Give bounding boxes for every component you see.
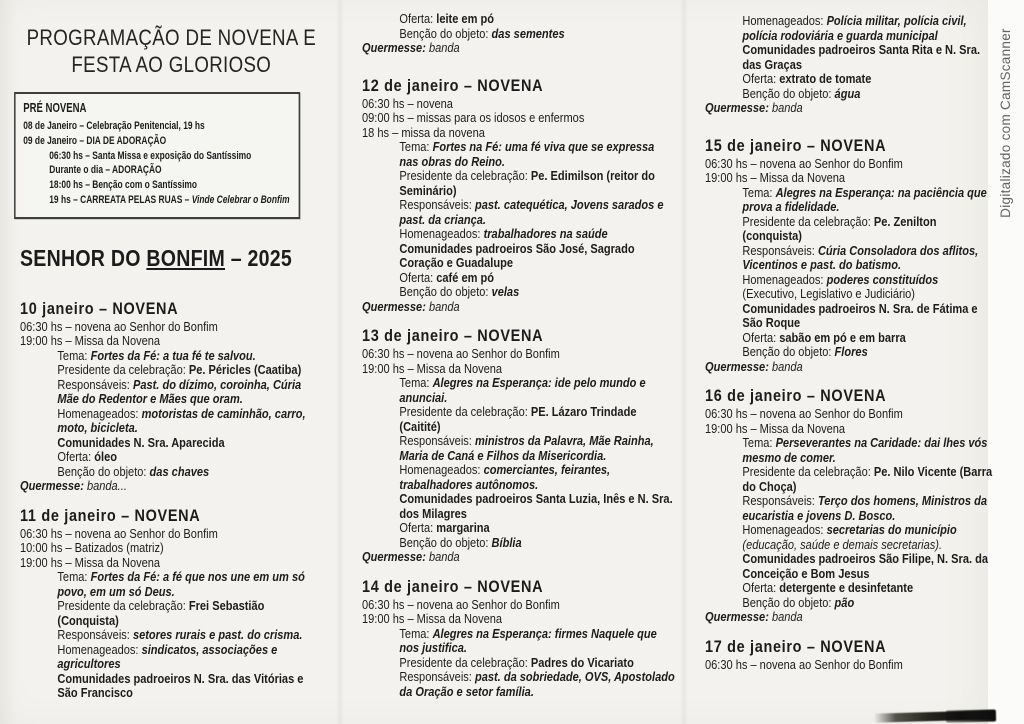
tema-line [362, 627, 675, 656]
tema-line [705, 436, 992, 465]
column-2 [362, 12, 675, 711]
text-segment: comerciantes, feirantes, trabalhadores autônomos. [399, 462, 611, 492]
event-14-janeiro [362, 577, 675, 700]
text-segment: Homenageados: [742, 271, 827, 287]
text-segment: Pe. Péricles (Caatiba) [188, 362, 302, 378]
homenageados-line [705, 523, 992, 552]
text-segment: Oferta: [57, 449, 95, 465]
text-segment: setores rurais e past. do crisma. [132, 627, 303, 643]
bencao-line [705, 87, 992, 102]
text-segment: água [834, 85, 861, 101]
text-segment: 06:30 hs – novena ao Senhor do Bonfim [705, 406, 903, 421]
event-17-janeiro [705, 637, 992, 673]
text-segment: pão [834, 594, 855, 610]
text-segment: Cúria Consoladora dos aflitos, Vicentinos e past. do batismo. [742, 242, 979, 272]
text-segment: Responsáveis: [399, 433, 475, 448]
time-line [20, 320, 323, 335]
event-16-janeiro [705, 386, 992, 625]
comunidades-line [705, 302, 992, 331]
text-segment: Past. do dízimo, coroinha, Cúria Mãe do Redentor e Mães que oram. [57, 376, 302, 407]
text-segment: 09:00 hs – missas para os idosos e enfermos [362, 110, 585, 125]
oferta-line [20, 450, 323, 465]
text-segment: – 2025 [225, 244, 293, 271]
text-segment: velas [491, 284, 520, 299]
time-line [705, 658, 992, 673]
text-segment: Presidente da celebração: [742, 464, 874, 479]
text-segment: Quermesse: [362, 298, 429, 314]
comunidades-line [362, 242, 675, 271]
tema-line [362, 140, 675, 169]
text-segment: leite em pó [436, 11, 494, 26]
homenageados-line [20, 643, 323, 672]
text-segment: Homenageados: [399, 226, 484, 241]
text-segment: Responsáveis: [399, 669, 475, 684]
text-segment: 06:30 hs – novena ao Senhor do Bonfim [705, 656, 903, 672]
event-title: 11 de janeiro – NOVENA [20, 505, 201, 525]
quermesse-line [705, 610, 992, 625]
text-segment: Quermesse: [362, 549, 429, 564]
text-segment: secretarias do município [826, 522, 957, 537]
text-segment: Polícia militar, polícia civil, polícia rodoviária e guarda municipal [742, 13, 967, 43]
text-segment: 06:30 hs – novena [362, 95, 453, 111]
text-segment: motoristas de caminhão, carro, moto, bicicleta. [57, 405, 306, 436]
text-segment: Flores [834, 344, 868, 359]
text-segment: 06:30 hs – novena ao Senhor do Bonfim [362, 596, 560, 612]
bencao-line [20, 465, 323, 480]
text-segment: Presidente da celebração: [399, 168, 531, 183]
text-segment: SENHOR DO [20, 244, 147, 271]
text-segment: Responsáveis: [57, 376, 133, 392]
text-segment: Presidente da celebração: [399, 404, 531, 419]
quermesse-line [362, 300, 675, 315]
text-segment: 19:00 hs – Missa da Novena [705, 170, 846, 185]
quermesse-line [705, 360, 992, 375]
text-segment: Homenageados: [57, 641, 142, 657]
responsaveis-line [362, 670, 675, 699]
box-line [23, 134, 291, 149]
time-line [705, 171, 992, 186]
comunidades-line [362, 492, 675, 521]
time-line [362, 126, 675, 141]
time-line [705, 407, 992, 422]
responsaveis-line [362, 434, 675, 463]
event-12-janeiro [362, 76, 675, 315]
text-segment: Oferta: [742, 71, 780, 86]
text-segment: Vinde Celebrar o Bonfim [191, 193, 290, 206]
comunidades-line [20, 672, 323, 701]
presidente-line [362, 169, 675, 198]
box-line [23, 193, 291, 208]
text-segment: Responsáveis: [742, 242, 818, 258]
text-segment: Comunidades padroeiros N. Sra. das Vitórias e São Francisco [57, 670, 304, 701]
scan-edge-smudge-dark [946, 709, 996, 722]
presidente-line [362, 405, 675, 434]
text-segment: Benção do objeto: [742, 85, 835, 101]
event-title: 15 de janeiro – NOVENA [705, 135, 887, 155]
text-segment: poderes constituídos [826, 271, 939, 287]
time-line [20, 334, 323, 349]
text-segment: Responsáveis: [742, 493, 818, 508]
comunidades-line [705, 552, 992, 581]
responsaveis-line [705, 244, 992, 273]
text-segment: Comunidades padroeiros Santa Rita e N. Sra. das Graças [742, 42, 981, 72]
text-segment: das chaves [149, 463, 210, 479]
column-1 [20, 14, 323, 713]
time-line [20, 556, 323, 571]
event-title: 16 de janeiro – NOVENA [705, 386, 887, 405]
text-segment: Pe. Zenilton (conquista) [742, 213, 937, 243]
responsaveis-line [705, 494, 992, 523]
text-segment: 09 de Janeiro – DIA DE ADORAÇÃO [23, 134, 167, 147]
text-segment: Quermesse: [20, 478, 87, 494]
text-segment: Oferta: [399, 11, 437, 26]
text-segment: Fortes da Fé: a tua fé te salvou. [90, 347, 256, 363]
event-14-continuation [705, 14, 992, 116]
bencao-line [362, 285, 675, 300]
camscanner-watermark: Digitalizado com CamScanner [998, 28, 1013, 218]
presidente-line [705, 215, 992, 244]
time-line [362, 362, 675, 377]
text-segment: Tema: [399, 139, 433, 154]
text-segment: past. da sobriedade, OVS, Apostolado da Oração e setor família. [399, 669, 675, 699]
tema-line [705, 186, 992, 215]
text-segment: Presidente da celebração: [57, 362, 189, 378]
event-title: 14 de janeiro – NOVENA [362, 576, 544, 596]
text-segment: Comunidades N. Sra. Aparecida [57, 434, 225, 450]
box-line [23, 149, 291, 164]
text-segment: Quermesse: [705, 609, 772, 624]
text-segment: Oferta: [742, 580, 780, 595]
homenageados-line [362, 463, 675, 492]
text-segment: Benção do objeto: [399, 25, 492, 41]
comunidades-line [705, 43, 992, 72]
responsaveis-line [362, 198, 675, 227]
text-segment: Benção do objeto: [399, 534, 492, 550]
page-title-line: PROGRAMAÇÃO DE NOVENA E [26, 25, 317, 50]
time-line [20, 527, 323, 542]
text-segment: Pe. Edimilson (reitor do Seminário) [399, 168, 655, 198]
text-segment: detergente e desinfetante [779, 580, 914, 595]
text-segment: Alegres na Esperança: ide pelo mundo e anunciai. [399, 375, 646, 405]
quermesse-line [705, 101, 992, 116]
fold-line-left [336, 0, 344, 724]
text-segment: 19:00 hs – Missa da Novena [705, 420, 846, 436]
text-segment: Responsáveis: [399, 197, 475, 212]
time-line [362, 97, 675, 112]
text-segment: (Executivo, Legislativo e Judiciário) [742, 286, 915, 301]
text-segment: Comunidades padroeiros São José, Sagrado Coração e Guadalupe [399, 240, 635, 270]
text-segment: 19:00 hs – Missa da Novena [20, 333, 161, 349]
text-segment: Bíblia [491, 534, 522, 550]
text-segment: PE. Lázaro Trindade (Caitité) [399, 404, 637, 434]
text-segment: BONFIM [146, 244, 226, 271]
text-segment: extrato de tomate [779, 71, 872, 86]
text-segment: Quermesse: [705, 100, 772, 115]
text-segment: banda [428, 298, 460, 314]
text-segment: 06:30 hs – novena ao Senhor do Bonfim [20, 318, 218, 334]
text-segment: Tema: [57, 569, 91, 585]
text-segment: 06:30 hs – Santa Missa e exposição do Santíssimo [49, 149, 252, 162]
pre-novena-box [14, 92, 300, 219]
text-segment: café em pó [436, 269, 494, 285]
tema-line [362, 376, 675, 405]
time-line [362, 111, 675, 126]
text-segment: Benção do objeto: [742, 344, 835, 359]
text-segment: banda [771, 609, 803, 624]
text-segment: 08 de Janeiro – Celebração Penitencial, 19 hs [23, 120, 205, 132]
box-line [23, 178, 291, 193]
text-segment: Homenageados: [742, 13, 827, 28]
text-segment: Homenageados: [57, 405, 142, 421]
event-title: 13 de janeiro – NOVENA [362, 326, 544, 345]
text-segment: Tema: [57, 347, 91, 363]
oferta-line [362, 521, 675, 536]
oferta-line [705, 581, 992, 596]
bencao-line [362, 27, 675, 42]
text-segment: Benção do objeto: [742, 594, 835, 610]
event-13-janeiro [362, 326, 675, 565]
presidente-line [362, 656, 675, 671]
text-segment: óleo [94, 449, 117, 465]
text-segment: trabalhadores na saúde [483, 226, 608, 241]
text-segment: Terço dos homens, Ministros da eucaristia e jovens D. Bosco. [742, 493, 988, 523]
time-line [705, 157, 992, 172]
text-segment: Tema: [742, 184, 776, 200]
presidente-line [20, 599, 323, 628]
text-segment: Benção do objeto: [399, 284, 492, 299]
pre-novena-title: PRÉ NOVENA [23, 101, 87, 115]
bencao-line [705, 345, 992, 360]
quermesse-line [362, 550, 675, 565]
box-line [23, 163, 291, 178]
bencao-line [362, 536, 675, 551]
text-segment: Presidente da celebração: [399, 654, 531, 670]
tema-line [20, 349, 323, 364]
bencao-line [705, 596, 992, 611]
text-segment: Frei Sebastião (Conquista) [57, 598, 265, 628]
text-segment: banda... [86, 478, 127, 494]
text-segment: 18:00 hs – Benção com o Santíssimo [49, 179, 198, 192]
text-segment: Presidente da celebração: [742, 213, 874, 229]
text-segment: Comunidades padroeiros Santa Luzia, Inês e N. Sra. dos Milagres [399, 491, 673, 521]
presidente-line [705, 465, 992, 494]
text-segment: 10:00 hs – Batizados (matriz) [20, 540, 164, 556]
text-segment: 06:30 hs – novena ao Senhor do Bonfim [705, 155, 903, 171]
text-segment: Padres do Vicariato [530, 654, 634, 670]
text-segment: Alegres na Esperança: na paciência que prova a fidelidade. [742, 184, 987, 214]
page-title-line: FESTA AO GLORIOSO [71, 52, 272, 77]
presidente-line [20, 363, 323, 378]
event-15-janeiro [705, 136, 992, 375]
text-segment: (educação, saúde e demais secretarias). [742, 536, 943, 552]
time-line [362, 612, 675, 627]
text-segment: banda [771, 100, 803, 115]
page-title [20, 24, 323, 78]
homenageados-line [20, 407, 323, 436]
text-segment: 19:00 hs – Missa da Novena [362, 611, 503, 626]
text-segment: Comunidades padroeiros N. Sra. de Fátima e São Roque [742, 300, 978, 330]
text-segment: Tema: [742, 435, 776, 450]
section-title [20, 245, 323, 272]
oferta-line [362, 12, 675, 27]
text-segment: Tema: [399, 375, 433, 390]
comunidades-line [20, 436, 323, 451]
event-title: 10 janeiro – NOVENA [20, 298, 179, 318]
text-segment: 06:30 hs – novena ao Senhor do Bonfim [20, 525, 218, 541]
quermesse-line [362, 41, 675, 56]
event-11-continuation [362, 12, 675, 56]
text-segment: Oferta: [742, 329, 780, 345]
oferta-line [362, 271, 675, 286]
text-segment: 18 hs – missa da novena [362, 124, 485, 140]
box-line [23, 119, 291, 134]
text-segment: Comunidades padroeiros São Filipe, N. Sra. da Conceição e Bom Jesus [742, 551, 989, 581]
fold-line-right [680, 0, 688, 724]
event-10-janeiro [20, 299, 323, 494]
oferta-line [705, 72, 992, 87]
text-segment: banda [771, 358, 803, 374]
text-segment: Quermesse: [705, 358, 772, 374]
text-segment: banda [428, 549, 460, 564]
homenageados-line [705, 273, 992, 302]
text-segment: Oferta: [399, 269, 437, 285]
text-segment: Homenageados: [742, 522, 827, 537]
time-line [20, 541, 323, 556]
text-segment: Presidente da celebração: [57, 598, 189, 614]
text-segment: Benção do objeto: [57, 463, 150, 479]
tema-line [20, 570, 323, 599]
text-segment: ministros da Palavra, Mãe Rainha, Maria de Caná e Filhos da Misericordia. [399, 433, 654, 463]
event-11-janeiro [20, 506, 323, 701]
text-segment: Tema: [399, 625, 433, 641]
text-segment: Responsáveis: [57, 627, 133, 643]
text-segment: Fortes da Fé: a fé que nos une em um só povo, em um só Deus. [57, 569, 305, 599]
event-title: 12 de janeiro – NOVENA [362, 75, 544, 95]
text-segment: 19:00 hs – Missa da Novena [362, 360, 503, 376]
text-segment: Fortes na Fé: uma fé viva que se expressa nas obras do Reino. [399, 139, 655, 169]
responsaveis-line [20, 378, 323, 407]
text-segment: das sementes [491, 25, 565, 41]
text-segment: 19:00 hs – Missa da Novena [20, 554, 161, 570]
text-segment: Pe. Nilo Vicente (Barra do Choça) [742, 464, 993, 494]
text-segment: Durante o dia – ADORAÇÃO [49, 164, 162, 177]
text-segment: sindicatos, associações e agricultores [57, 641, 278, 672]
time-line [705, 422, 992, 437]
responsaveis-line [20, 628, 323, 643]
event-title: 17 de janeiro – NOVENA [705, 636, 887, 656]
text-segment: 19 hs – CARREATA PELAS RUAS – [49, 193, 192, 206]
column-3 [705, 14, 992, 684]
text-segment: margarina [436, 520, 490, 535]
text-segment: Quermesse: [362, 40, 429, 55]
time-line [362, 347, 675, 362]
text-segment: Alegres na Esperança: firmes Naquele que nos justifica. [399, 625, 657, 655]
text-segment: past. catequética, Jovens sarados e past. da criança. [399, 197, 664, 227]
time-line [362, 598, 675, 613]
text-segment: 06:30 hs – novena ao Senhor do Bonfim [362, 346, 560, 361]
text-segment: sabão em pó e em barra [779, 329, 906, 345]
homenageados-line [362, 227, 675, 242]
text-segment: Perseverantes na Caridade: dai lhes vós mesmo de comer. [742, 435, 988, 465]
text-segment: Homenageados: [399, 462, 484, 477]
text-segment: Oferta: [399, 520, 437, 535]
homenageados-line [705, 14, 992, 43]
text-segment: banda [428, 40, 460, 55]
oferta-line [705, 331, 992, 346]
quermesse-line [20, 479, 323, 494]
